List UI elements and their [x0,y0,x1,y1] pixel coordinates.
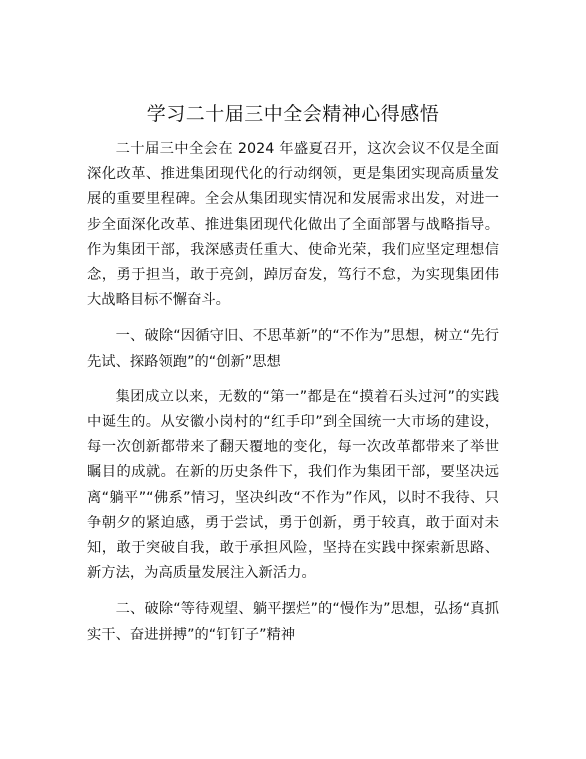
section-heading-1: 一、破除“因循守旧、不思革新”的“不作为”思想，树立“先行先试、探路领跑”的“创新”思想 [87,328,499,370]
section-heading-2: 二、破除“等待观望、躺平摆烂”的“慢作为”思想，弘扬“真抓实干、奋进拼搏”的“钉钉子”精神 [87,601,499,643]
document-title: 学习二十届三中全会精神心得感悟 [146,103,440,125]
paragraph-section-1: 集团成立以来，无数的“第一”都是在“摸着石头过河”的实践中诞生的。从安徽小岗村的“红手印”到全国统一大市场的建设，每一次创新都带来了翻天覆地的变化，每一次改革都带来了举世瞩目的成就。在新的历史条件下，我们作为集团干部，要坚决远离“躺平”“佛系”情习，坚决纠改“不作为”作风，以时不我待、只争朝夕的紧迫感，勇于尝试，勇于创新，勇于较真，敢于面对未知，敢于突破自我，敢于承担风险，坚持在实践中探索新思路、新方法，为高质量发展注入新活力。 [87,388,499,582]
paragraph-intro: 二十届三中全会在 2024 年盛夏召开，这次会议不仅是全面深化改革、推进集团现代化的行动纲领，更是集团实现高质量发展的重要里程碑。全会从集团现实情况和发展需求出发，对进一步全面深化改革、推进集团现代化做出了全面部署与战略指导。作为集团干部，我深感责任重大、使命光荣，我们应坚定理想信念，勇于担当，敢于亮剑，踔厉奋发，笃行不怠，为实现集团伟大战略目标不懈奋斗。 [87,141,499,309]
document-body [87,137,499,658]
